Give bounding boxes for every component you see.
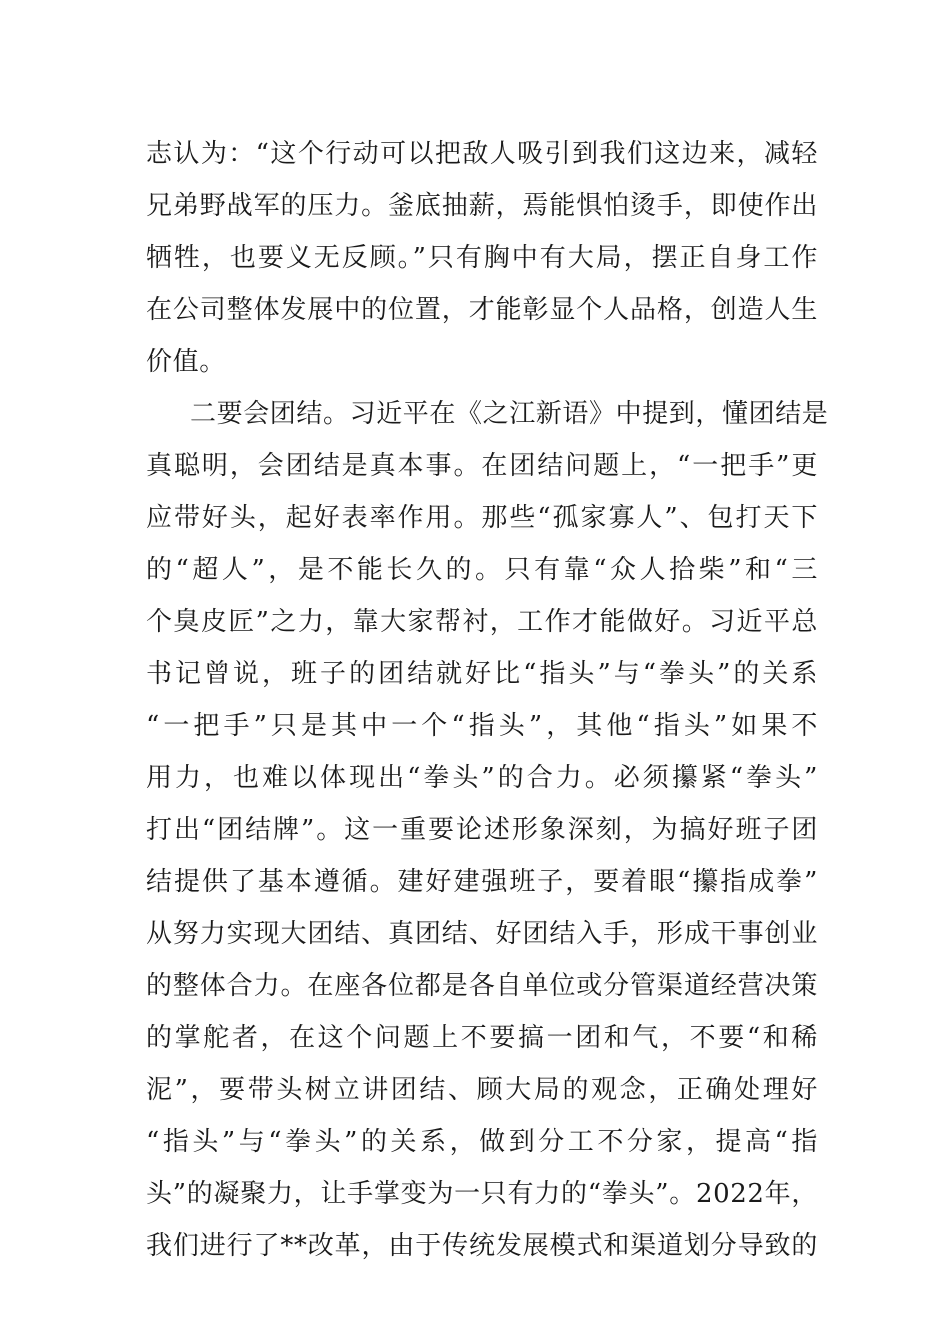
text-line: 用力，也难以体现出“拳头”的合力。必须攥紧“拳头” xyxy=(146,763,818,793)
text-line: 兄弟野战军的压力。釜底抽薪，焉能惧怕烫手，即使作出 xyxy=(146,191,818,221)
text-line: 泥”，要带头树立讲团结、顾大局的观念，正确处理好 xyxy=(146,1075,818,1105)
text-line: 真聪明，会团结是真本事。在团结问题上，“一把手”更 xyxy=(146,451,818,481)
document-body xyxy=(146,128,829,1272)
text-line: 从努力实现大团结、真团结、好团结入手，形成干事创业 xyxy=(146,919,818,949)
text-line: 我们进行了**改革，由于传统发展模式和渠道划分导致的 xyxy=(146,1231,818,1261)
text-line: 的掌舵者，在这个问题上不要搞一团和气，不要“和稀 xyxy=(146,1023,818,1053)
text-line: 书记曾说，班子的团结就好比“指头”与“拳头”的关系 xyxy=(146,659,818,689)
text-line: 的“超人”，是不能长久的。只有靠“众人拾柴”和“三 xyxy=(146,555,818,585)
text-line: 应带好头，起好表率作用。那些“孤家寡人”、包打天下 xyxy=(146,503,818,533)
paragraph-first-line: 二要会团结。习近平在《之江新语》中提到，懂团结是 xyxy=(190,399,829,429)
text-line: “指头”与“拳头”的关系，做到分工不分家，提高“指 xyxy=(146,1127,818,1157)
text-line: 打出“团结牌”。这一重要论述形象深刻，为搞好班子团 xyxy=(146,815,818,845)
text-line: 牺牲，也要义无反顾。”只有胸中有大局，摆正自身工作 xyxy=(146,243,818,273)
text-line: 价值。 xyxy=(146,347,226,377)
text-line: “一把手”只是其中一个“指头”，其他“指头”如果不 xyxy=(146,711,818,741)
text-line: 的整体合力。在座各位都是各自单位或分管渠道经营决策 xyxy=(146,971,818,1001)
text-line: 结提供了基本遵循。建好建强班子，要着眼“攥指成拳” xyxy=(146,867,818,897)
text-line: 个臭皮匠”之力，靠大家帮衬，工作才能做好。习近平总 xyxy=(146,607,818,637)
text-line: 头”的凝聚力，让手掌变为一只有力的“拳头”。2022年， xyxy=(146,1179,818,1209)
text-line: 志认为：“这个行动可以把敌人吸引到我们这边来，减轻 xyxy=(146,139,818,169)
text-line: 在公司整体发展中的位置，才能彰显个人品格，创造人生 xyxy=(146,295,818,325)
